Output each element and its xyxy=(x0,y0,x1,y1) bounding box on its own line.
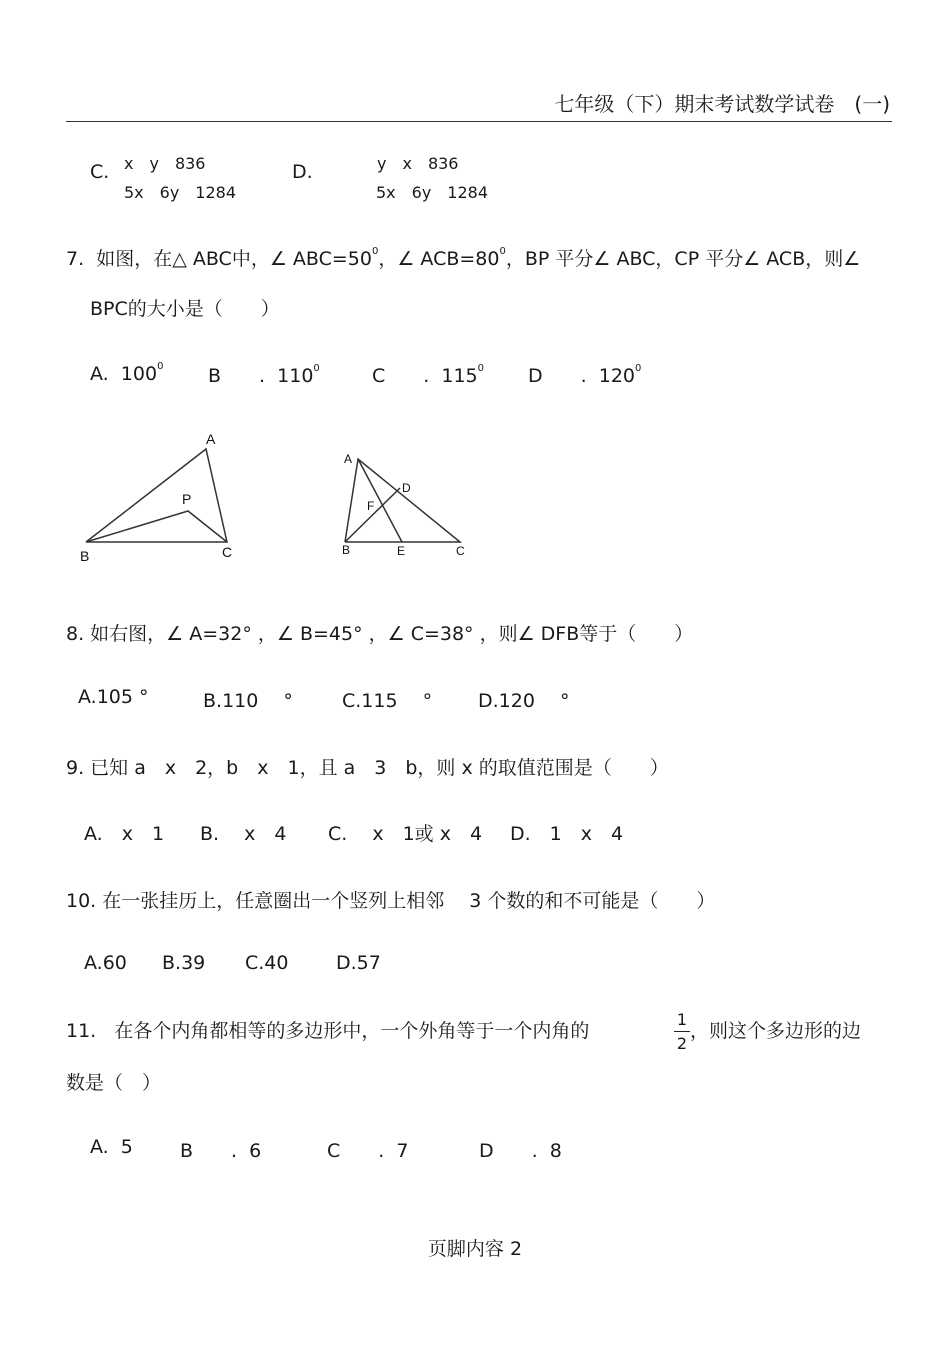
q7-option-c: C . $115^0$ xyxy=(372,363,485,387)
q11-option-a: A. 5 xyxy=(90,1136,133,1158)
label-c: C xyxy=(456,544,465,558)
figure-triangle-dfb xyxy=(335,445,480,565)
q9-option-c: C. x 1或 x 4 xyxy=(328,823,483,845)
question-7-text-line2: BPC的大小是（ ） xyxy=(90,298,280,320)
label-f: F xyxy=(367,499,375,513)
triangle-abc-2 xyxy=(345,459,460,542)
q10-option-b: B.39 xyxy=(162,952,206,974)
question-8-text: 8. 如右图，∠ A=32° ，∠ B=45° ，∠ C=38° ，则∠ DFB等于（ ） xyxy=(66,623,694,645)
figure-triangle-bpc xyxy=(70,425,270,570)
question-11-text: 11. 在各个内角都相等的多边形中，一个外角等于一个内角的 xyxy=(66,1020,590,1042)
q9-option-b: B. x 4 xyxy=(200,823,287,845)
q9-option-d: D. 1 x 4 xyxy=(510,823,624,845)
label-c: C xyxy=(222,544,233,560)
header-divider xyxy=(66,121,892,122)
q7-option-a: A. $100^0$ xyxy=(90,361,164,385)
q6-option-c-equation-1: x y 836 xyxy=(124,154,206,173)
q7-option-b: B . $110^0$ xyxy=(208,363,320,387)
page-header-title: 七年级（下）期末考试数学试卷 (一) xyxy=(554,92,890,116)
fraction-one-half xyxy=(674,1010,690,1053)
question-10-text: 10. 在一张挂历上，任意圈出一个竖列上相邻 3 个数的和不可能是（ ） xyxy=(66,890,716,912)
page-footer: 页脚内容 2 xyxy=(427,1238,523,1260)
label-p: P xyxy=(182,491,192,507)
question-7-text: 7. 如图，在△ ABC中，∠ $ABC=50^0$，∠ $ACB=80^0$，BP 平分∠ ABC，CP 平分∠ ACB，则∠ xyxy=(66,246,861,270)
triangle-abc xyxy=(86,449,227,542)
question-9-text: 9. 已知 a x 2，b x 1，且 a 3 b，则 x 的取值范围是（ ） xyxy=(66,757,669,779)
label-d: D xyxy=(402,481,411,495)
label-e: E xyxy=(397,544,406,558)
q9-option-a: A. x 1 xyxy=(84,823,165,845)
q11-option-b: B . 6 xyxy=(180,1140,262,1162)
q6-option-c-label: C. xyxy=(90,161,110,183)
label-b: B xyxy=(80,548,90,564)
q10-option-c: C.40 xyxy=(245,952,289,974)
q8-option-b: B.110 ° xyxy=(203,690,293,712)
q8-option-c: C.115 ° xyxy=(342,690,433,712)
q6-option-c-equation-2: 5x 6y 1284 xyxy=(124,183,237,202)
q11-option-d: D . 8 xyxy=(479,1140,562,1162)
q6-option-d-equation-2: 5x 6y 1284 xyxy=(376,183,489,202)
label-a: A xyxy=(206,431,216,447)
segment-bd xyxy=(345,488,400,542)
q7-option-d: D . $120^0$ xyxy=(528,363,642,387)
question-11-text-line2: 数是（ ） xyxy=(66,1072,162,1094)
fraction-denominator: 2 xyxy=(676,1034,688,1053)
label-a: A xyxy=(344,452,353,466)
q6-option-d-equation-1: y x 836 xyxy=(377,154,459,173)
q6-option-d-label: D. xyxy=(292,161,313,183)
question-11-text-cont: ，则这个多边形的边 xyxy=(690,1020,862,1042)
q10-option-d: D.57 xyxy=(336,952,381,974)
segment-ae xyxy=(358,459,402,542)
q8-option-a: A.105 ° xyxy=(78,686,149,708)
q8-option-d: D.120 ° xyxy=(478,690,570,712)
q11-option-c: C . 7 xyxy=(327,1140,409,1162)
fraction-numerator: 1 xyxy=(674,1010,690,1032)
q10-option-a: A.60 xyxy=(84,952,127,974)
label-b: B xyxy=(342,543,351,557)
